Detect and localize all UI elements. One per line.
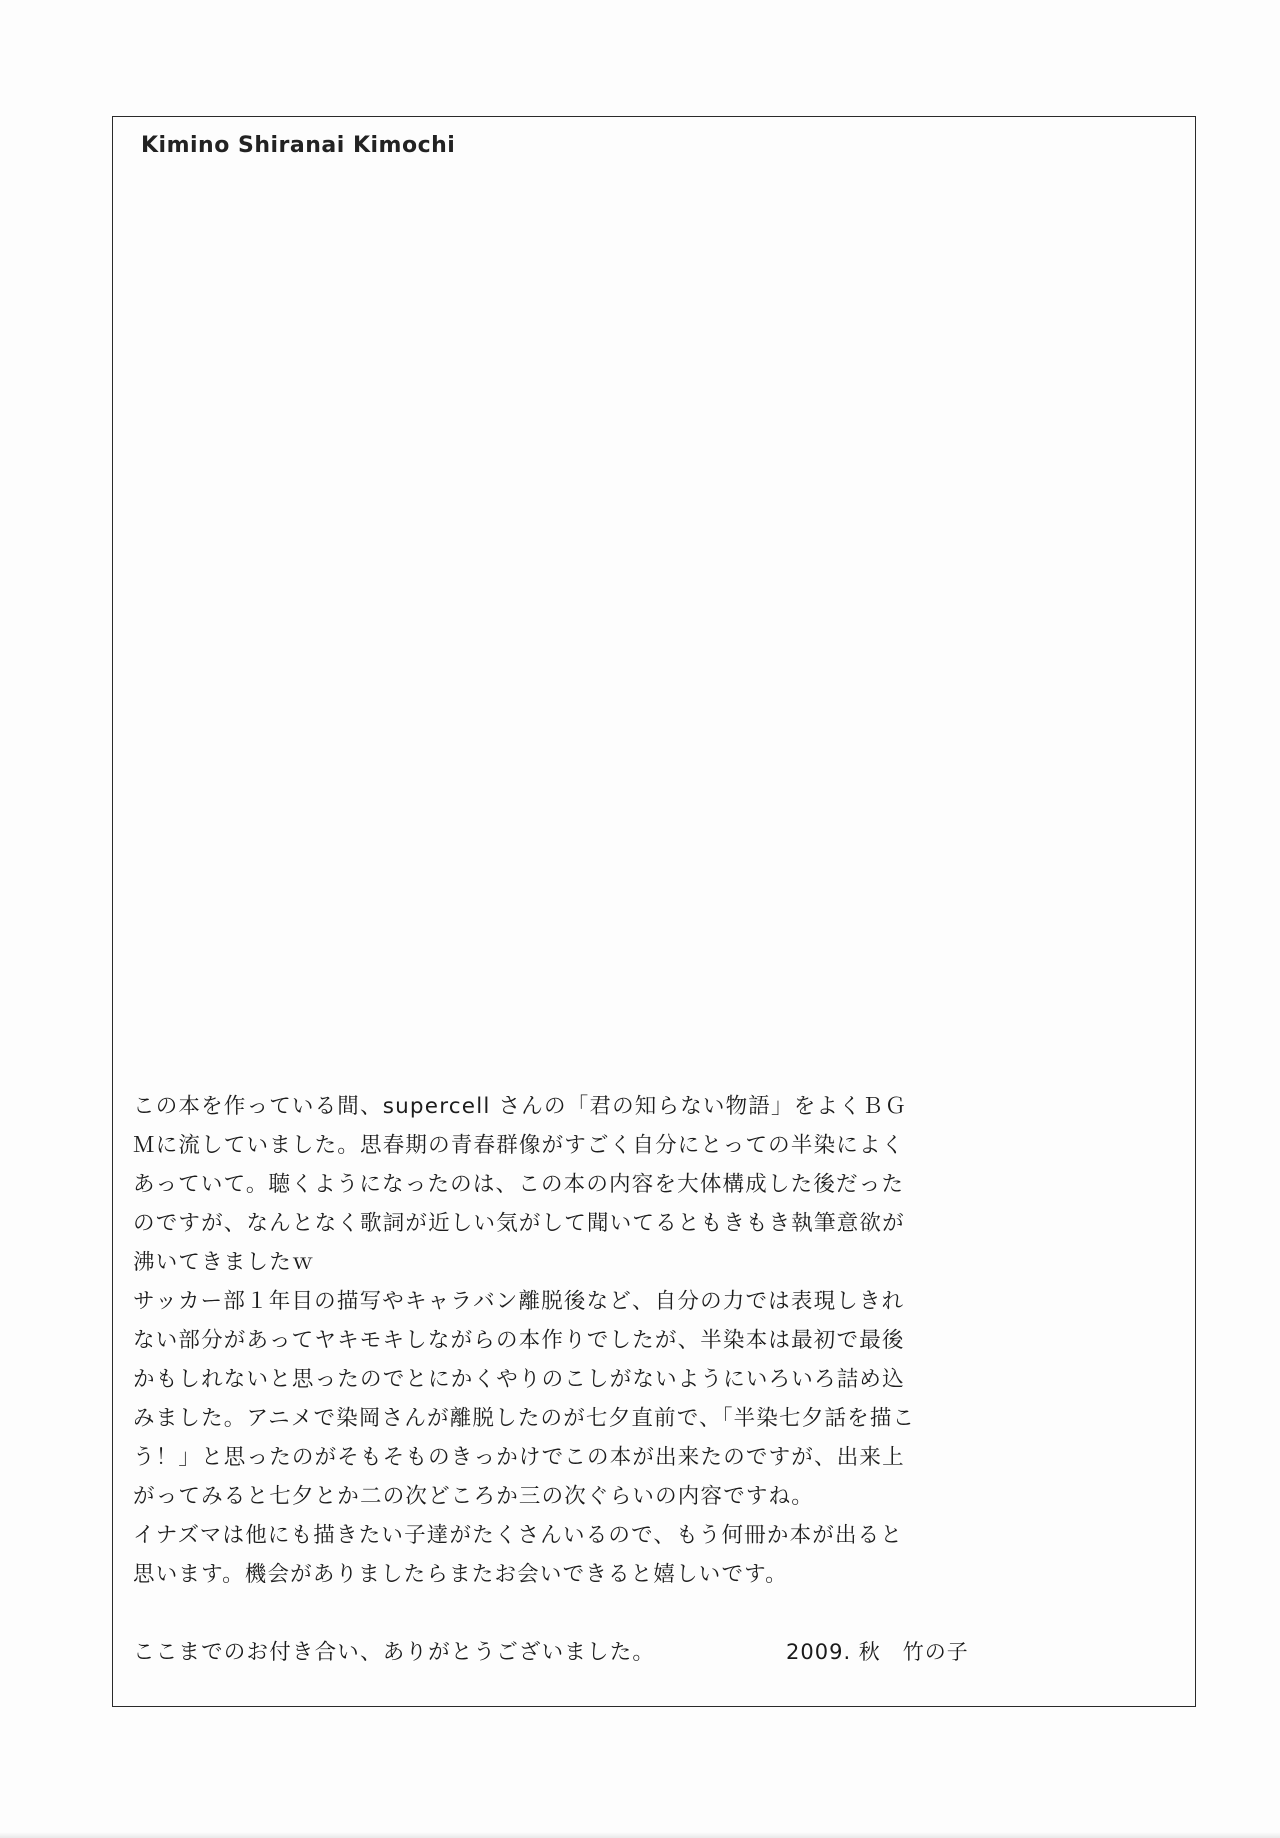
signature: 2009. 秋 竹の子: [786, 1640, 969, 1664]
text-line: Ｍに流していました。思春期の青春群像がすごく自分にとっての半染によく: [133, 1133, 905, 1158]
text-line: かもしれないと思ったのでとにかくやりのこしがないようにいろいろ詰め込: [133, 1367, 905, 1392]
text-line: この本を作っている間、supercell さんの「君の知らない物語」をよくＢＧ: [133, 1094, 908, 1119]
text-line: のですが、なんとなく歌詞が近しい気がして聞いてるともきもき執筆意欲が: [133, 1211, 905, 1236]
text-line: みました。アニメで染岡さんが離脱したのが七夕直前で、「半染七夕話を描こ: [133, 1406, 916, 1431]
closing-row: [133, 1633, 993, 1672]
text-line: ない部分があってヤキモキしながらの本作りでしたが、半染本は最初で最後: [133, 1328, 905, 1353]
scan-edge-shadow: [0, 1832, 1280, 1838]
text-line: サッカー部１年目の描写やキャラバン離脱後など、自分の力では表現しきれ: [133, 1289, 905, 1314]
text-line: 沸いてきましたｗ: [133, 1250, 315, 1275]
page-frame: [112, 116, 1196, 1707]
page-title: Kimino Shiranai Kimochi: [141, 133, 456, 158]
text-line: う！」と思ったのがそもそものきっかけでこの本が出来たのですが、出来上: [133, 1445, 905, 1470]
text-line: 思います。機会がありましたらまたお会いできると嬉しいです。: [133, 1562, 788, 1587]
closing-text: ここまでのお付き合い、ありがとうございました。: [133, 1640, 656, 1665]
text-line: イナズマは他にも描きたい子達がたくさんいるので、もう何冊か本が出ると: [133, 1523, 904, 1548]
text-line: がってみると七夕とか二の次どころか三の次ぐらいの内容ですね。: [133, 1484, 815, 1509]
afterword-text: [133, 1087, 993, 1672]
text-line: あっていて。聴くようになったのは、この本の内容を大体構成した後だった: [133, 1172, 905, 1197]
